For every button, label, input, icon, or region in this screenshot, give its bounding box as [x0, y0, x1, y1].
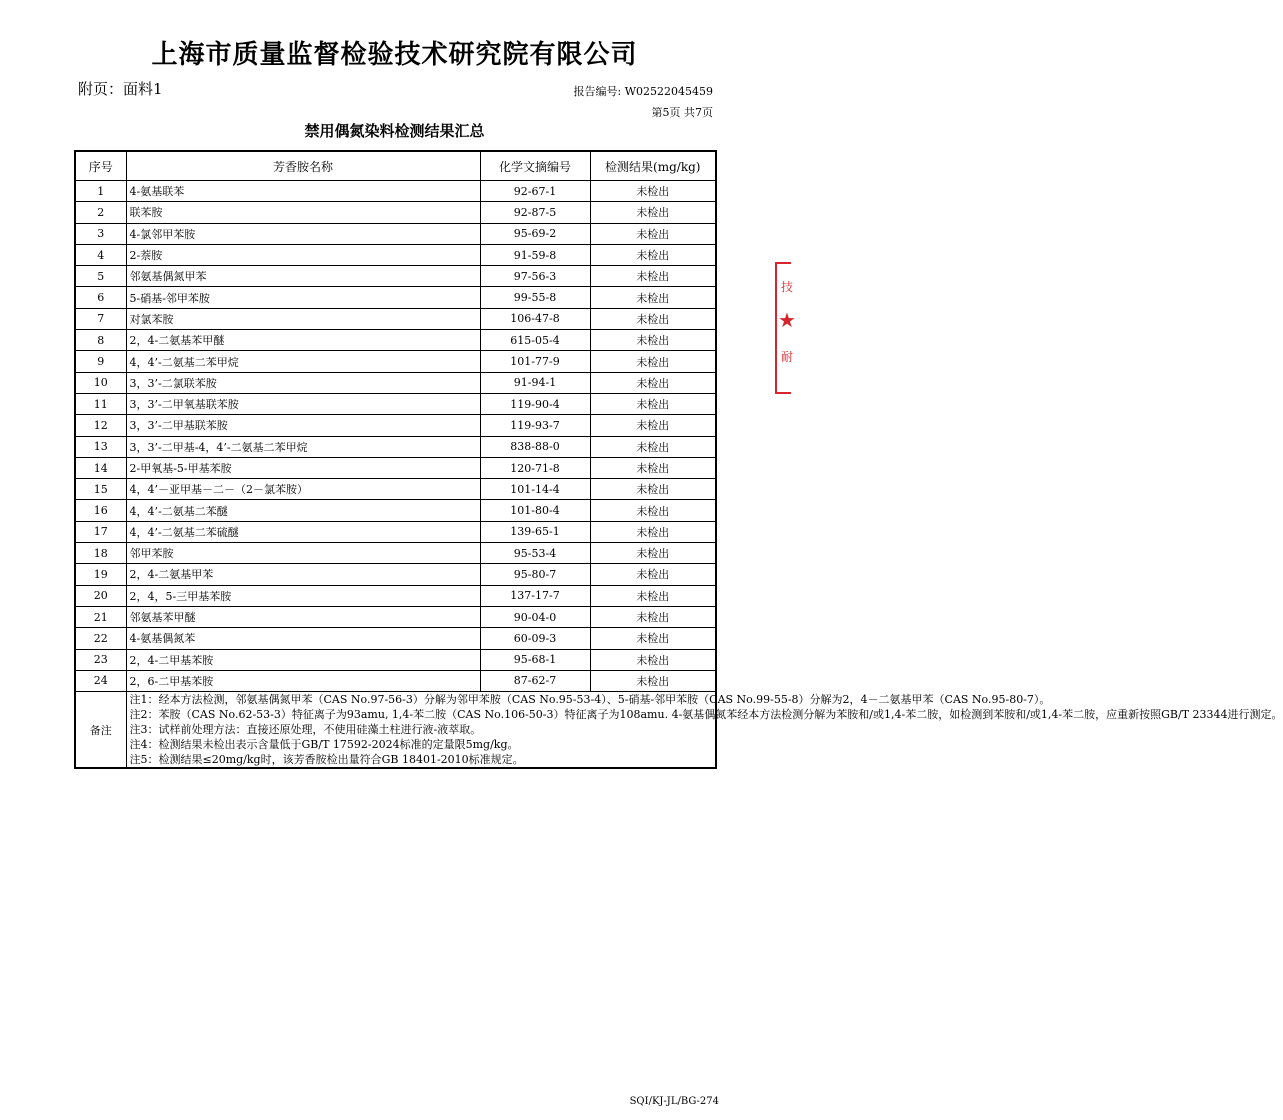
test-result: 未检出: [590, 266, 716, 287]
aromatic-amine-name: 4，4’-二氨基二苯甲烷: [126, 351, 480, 372]
table-row: [75, 436, 716, 457]
row-number: 17: [75, 521, 126, 542]
column-header-result: 检测结果(mg/kg): [590, 151, 716, 181]
test-result: 未检出: [590, 628, 716, 649]
row-number: 15: [75, 479, 126, 500]
aromatic-amine-name: 4-氨基偶氮苯: [126, 628, 480, 649]
cas-number: 95-53-4: [480, 543, 590, 564]
row-number: 10: [75, 372, 126, 393]
test-result: 未检出: [590, 543, 716, 564]
column-header-name: 芳香胺名称: [126, 151, 480, 181]
table-row: [75, 223, 716, 244]
table-title: 禁用偶氮染料检测结果汇总: [304, 122, 485, 140]
company-title: 上海市质量监督检验技术研究院有限公司: [151, 40, 638, 70]
test-result: 未检出: [590, 393, 716, 414]
aromatic-amine-name: 2，6-二甲基苯胺: [126, 670, 480, 691]
test-result: 未检出: [590, 585, 716, 606]
row-number: 12: [75, 415, 126, 436]
test-result: 未检出: [590, 436, 716, 457]
table-row: [75, 564, 716, 585]
aromatic-amine-name: 3，3’-二甲基联苯胺: [126, 415, 480, 436]
test-result: 未检出: [590, 287, 716, 308]
aromatic-amine-name: 2，4-二氨基苯甲醚: [126, 330, 480, 351]
test-result: 未检出: [590, 457, 716, 478]
table-row: [75, 393, 716, 414]
test-result: 未检出: [590, 479, 716, 500]
attachment-label: 附页：面料1: [78, 80, 163, 98]
table-row: [75, 649, 716, 670]
cas-number: 95-80-7: [480, 564, 590, 585]
cas-number: 95-68-1: [480, 649, 590, 670]
test-result: 未检出: [590, 330, 716, 351]
row-number: 9: [75, 351, 126, 372]
cas-number: 87-62-7: [480, 670, 590, 691]
aromatic-amine-name: 3，3’-二甲基-4，4’-二氨基二苯甲烷: [126, 436, 480, 457]
cas-number: 120-71-8: [480, 457, 590, 478]
row-number: 16: [75, 500, 126, 521]
cas-number: 137-17-7: [480, 585, 590, 606]
note-5: 注5：检测结果≤20mg/kg时，该芳香胺检出量符合GB 18401-2010标准规定。: [129, 753, 524, 767]
table-row: [75, 543, 716, 564]
aromatic-amine-name: 3，3’-二氯联苯胺: [126, 372, 480, 393]
row-number: 24: [75, 670, 126, 691]
cas-number: 139-65-1: [480, 521, 590, 542]
cas-number: 99-55-8: [480, 287, 590, 308]
test-result: 未检出: [590, 308, 716, 329]
test-result: 未检出: [590, 649, 716, 670]
table-row: [75, 415, 716, 436]
table-row: [75, 479, 716, 500]
row-number: 18: [75, 543, 126, 564]
row-number: 7: [75, 308, 126, 329]
table-row: [75, 287, 716, 308]
cas-number: 92-87-5: [480, 202, 590, 223]
cas-number: 101-77-9: [480, 351, 590, 372]
table-header-row: [75, 151, 716, 181]
aromatic-amine-name: 4，4’-二氨基二苯醚: [126, 500, 480, 521]
table-row: [75, 585, 716, 606]
table-row: [75, 606, 716, 627]
note-3: 注3：试样前处理方法：直接还原处理，不使用硅藻土柱进行液-液萃取。: [129, 723, 482, 737]
aromatic-amine-name: 2-甲氧基-5-甲基苯胺: [126, 457, 480, 478]
notes-content: [126, 692, 1283, 769]
aromatic-amine-name: 邻甲苯胺: [126, 543, 480, 564]
aromatic-amine-name: 邻氨基偶氮甲苯: [126, 266, 480, 287]
cas-number: 90-04-0: [480, 606, 590, 627]
red-stamp-fragment: [775, 262, 796, 394]
aromatic-amine-name: 4，4’－亚甲基－二－（2－氯苯胺）: [126, 479, 480, 500]
notes-label: 备注: [75, 692, 126, 769]
test-result: 未检出: [590, 415, 716, 436]
row-number: 8: [75, 330, 126, 351]
row-number: 3: [75, 223, 126, 244]
row-number: 19: [75, 564, 126, 585]
aromatic-amine-name: 对氯苯胺: [126, 308, 480, 329]
notes-row: [75, 692, 716, 769]
note-4: 注4：检测结果未检出表示含量低于GB/T 17592-2024标准的定量限5mg/kg。: [129, 738, 519, 752]
table-row: [75, 457, 716, 478]
table-row: [75, 500, 716, 521]
cas-number: 615-05-4: [480, 330, 590, 351]
page-indicator: 第5页 共7页: [651, 106, 713, 119]
test-result: 未检出: [590, 564, 716, 585]
cas-number: 101-80-4: [480, 500, 590, 521]
test-result: 未检出: [590, 606, 716, 627]
cas-number: 119-93-7: [480, 415, 590, 436]
column-header-cas: 化学文摘编号: [480, 151, 590, 181]
row-number: 21: [75, 606, 126, 627]
row-number: 11: [75, 393, 126, 414]
table-row: [75, 628, 716, 649]
table-row: [75, 308, 716, 329]
aromatic-amine-name: 5-硝基-邻甲苯胺: [126, 287, 480, 308]
table-row: [75, 351, 716, 372]
aromatic-amine-name: 4-氨基联苯: [126, 181, 480, 202]
aromatic-amine-name: 联苯胺: [126, 202, 480, 223]
test-result: 未检出: [590, 500, 716, 521]
row-number: 23: [75, 649, 126, 670]
table-row: [75, 266, 716, 287]
cas-number: 91-94-1: [480, 372, 590, 393]
report-number: 报告编号: W02522045459: [573, 85, 713, 98]
row-number: 6: [75, 287, 126, 308]
cas-number: 106-47-8: [480, 308, 590, 329]
table-row: [75, 244, 716, 265]
table-row: [75, 181, 716, 202]
test-result: 未检出: [590, 181, 716, 202]
row-number: 2: [75, 202, 126, 223]
aromatic-amine-name: 2，4-二氨基甲苯: [126, 564, 480, 585]
note-1: 注1：经本方法检测，邻氨基偶氮甲苯（CAS No.97-56-3）分解为邻甲苯胺（CAS No.95-53-4）、5-硝基-邻甲苯胺（CAS No.99-55-8）分解为2，4－二氨基甲苯（CAS No.95-80-7）。: [129, 693, 1051, 707]
stamp-char-top: 技: [781, 280, 794, 294]
table-row: [75, 202, 716, 223]
aromatic-amine-name: 2，4-二甲基苯胺: [126, 649, 480, 670]
aromatic-amine-name: 4-氯邻甲苯胺: [126, 223, 480, 244]
cas-number: 97-56-3: [480, 266, 590, 287]
test-result: 未检出: [590, 670, 716, 691]
table-row: [75, 521, 716, 542]
table-row: [75, 372, 716, 393]
aromatic-amine-name: 4，4’-二氨基二苯硫醚: [126, 521, 480, 542]
test-result: 未检出: [590, 223, 716, 244]
form-code: SQI/KJ-JL/BG-274: [629, 1096, 719, 1107]
table-row: [75, 670, 716, 691]
test-result: 未检出: [590, 244, 716, 265]
row-number: 20: [75, 585, 126, 606]
test-result: 未检出: [590, 351, 716, 372]
star-icon: ★: [778, 308, 796, 332]
test-result: 未检出: [590, 521, 716, 542]
cas-number: 60-09-3: [480, 628, 590, 649]
aromatic-amine-name: 3，3’-二甲氧基联苯胺: [126, 393, 480, 414]
aromatic-amine-name: 邻氨基苯甲醚: [126, 606, 480, 627]
aromatic-amine-name: 2-萘胺: [126, 244, 480, 265]
test-result: 未检出: [590, 202, 716, 223]
cas-number: 838-88-0: [480, 436, 590, 457]
row-number: 1: [75, 181, 126, 202]
cas-number: 91-59-8: [480, 244, 590, 265]
cas-number: 101-14-4: [480, 479, 590, 500]
stamp-char-bottom: 耐: [781, 350, 794, 364]
cas-number: 92-67-1: [480, 181, 590, 202]
row-number: 14: [75, 457, 126, 478]
row-number: 22: [75, 628, 126, 649]
row-number: 13: [75, 436, 126, 457]
cas-number: 95-69-2: [480, 223, 590, 244]
note-2: 注2：苯胺（CAS No.62-53-3）特征离子为93amu, 1,4-苯二胺（CAS No.106-50-3）特征离子为108amu. 4-氨基偶氮苯经本方法检测分解为苯胺和/或1,4-苯二胺，如检测到苯胺和/或1,4-苯二胺，应重新按照GB/T 23344进行测定。: [129, 708, 1283, 722]
test-result: 未检出: [590, 372, 716, 393]
table-row: [75, 330, 716, 351]
column-header-no: 序号: [75, 151, 126, 181]
results-table: [74, 150, 1283, 769]
aromatic-amine-name: 2，4，5-三甲基苯胺: [126, 585, 480, 606]
cas-number: 119-90-4: [480, 393, 590, 414]
row-number: 5: [75, 266, 126, 287]
row-number: 4: [75, 244, 126, 265]
